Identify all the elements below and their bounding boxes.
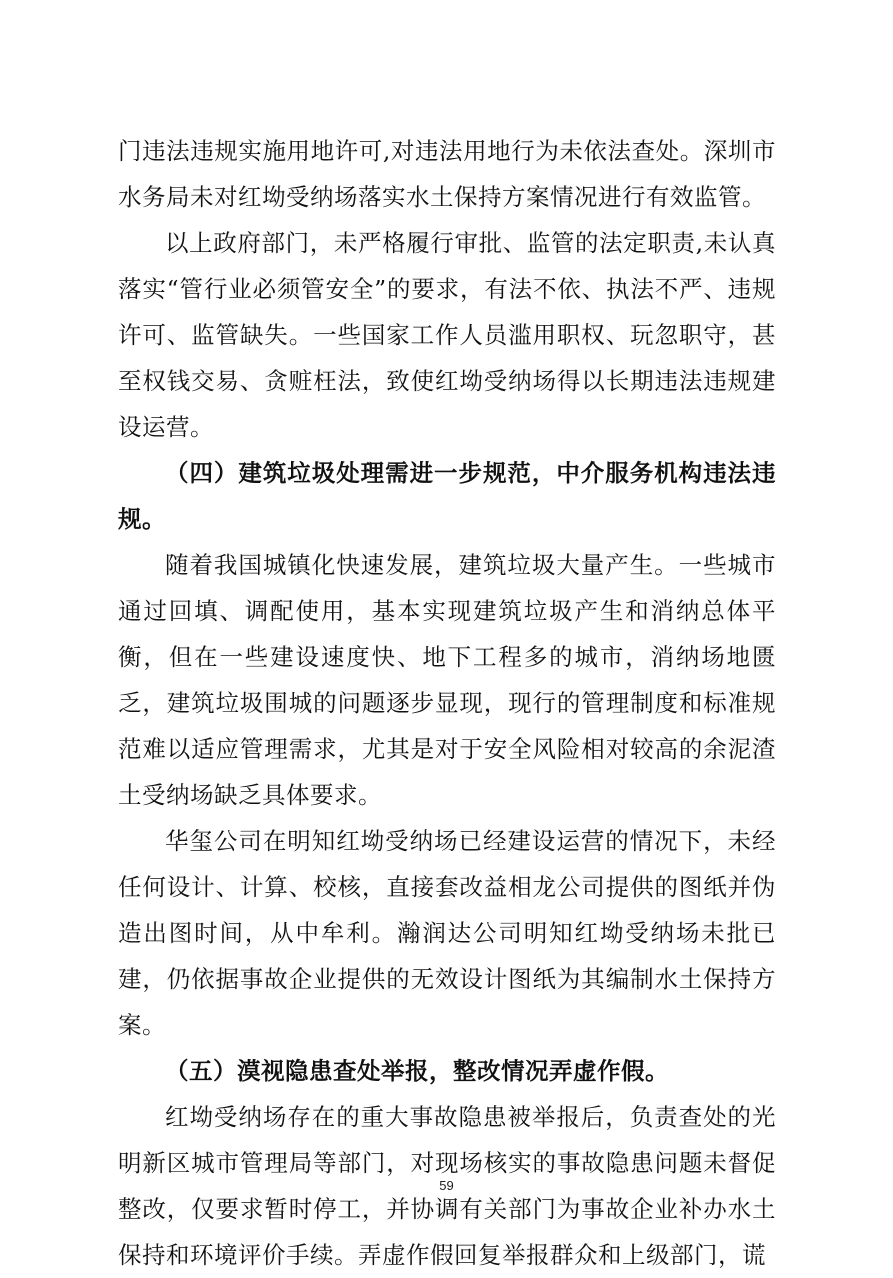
paragraph-huaxi-company: 华玺公司在明知红坳受纳场已经建设运营的情况下，未经任何设计、计算、校核，直接套改益相龙公司提供的图纸并伪造出图时间，从中牟利。瀚润达公司明知红坳受纳场未批已建，仍依据事故企业提供的无效设计图纸为其编制水土保持方案。 bbox=[118, 827, 776, 1039]
section-heading-5: （五）漠视隐患查处举报，整改情况弄虚作假。 bbox=[165, 1057, 669, 1085]
paragraph-urbanization: 随着我国城镇化快速发展，建筑垃圾大量产生。一些城市通过回填、调配使用，基本实现建筑垃圾产生和消纳总体平衡，但在一些建设速度快、地下工程多的城市，消纳场地匮乏，建筑垃圾围城的问题逐步显现，现行的管理制度和标准规范难以适应管理需求，尤其是对于安全风险相对较高的余泥渣土受纳场缺乏具体要求。 bbox=[118, 551, 776, 809]
page-number: 59 bbox=[439, 1178, 454, 1193]
document-body bbox=[118, 128, 776, 1278]
paragraph-report-handling: 红坳受纳场存在的重大事故隐患被举报后，负责查处的光明新区城市管理局等部门，对现场核实的事故隐患问题未督促整改，仅要求暂时停工，并协调有关部门为事故企业补办水土保持和环境评价手续。弄虚作假回复举报群众和上级部门，谎 bbox=[118, 1103, 776, 1269]
paragraph-continuation: 门违法违规实施用地许可,对违法用地行为未依法查处。深圳市水务局未对红坳受纳场落实水土保持方案情况进行有效监管。 bbox=[118, 137, 776, 211]
paragraph-government-duties: 以上政府部门，未严格履行审批、监管的法定职责,未认真落实“管行业必须管安全”的要求，有法不依、执法不严、违规许可、监管缺失。一些国家工作人员滥用职权、玩忽职守，甚至权钱交易、贪赃枉法，致使红坳受纳场得以长期违法违规建设运营。 bbox=[118, 229, 776, 441]
section-heading-4: （四）建筑垃圾处理需进一步规范，中介服务机构违法违规。 bbox=[118, 459, 776, 533]
